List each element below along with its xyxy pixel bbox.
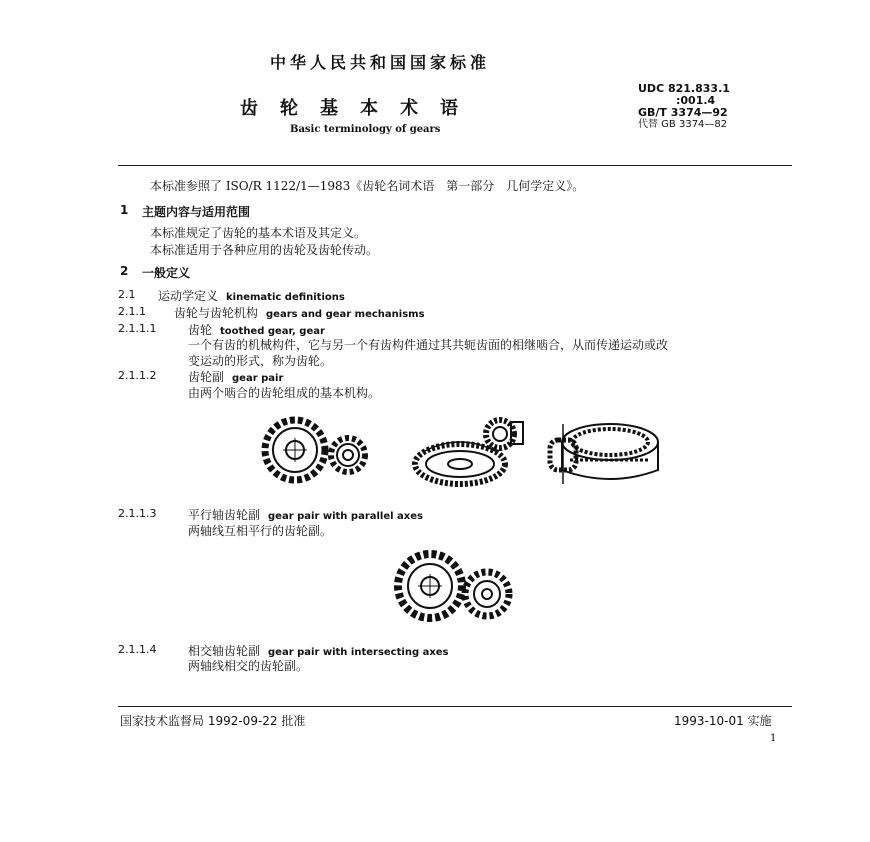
classification-block: [638, 83, 730, 131]
entry-2-1-1-2-term-cn: 齿轮副: [188, 370, 225, 384]
section-2-title: 一般定义: [142, 266, 191, 280]
worm-gear-pair-illustration: [550, 424, 658, 484]
intro-paragraph: 本标准参照了 ISO/R 1122/1—1983《齿轮名词术语 第一部分 几何学定义》。: [150, 179, 585, 193]
section-2-number: 2: [120, 264, 129, 278]
entry-2-1-1-3-definition: 两轴线互相平行的齿轮副。: [188, 524, 333, 538]
entry-2-1-1-2-term: [188, 368, 283, 385]
document-title-english: Basic terminology of gears: [290, 124, 441, 135]
entry-2-1-1-1-number: 2.1.1.1: [118, 322, 157, 335]
entry-2-1-term: [158, 287, 345, 304]
standard-organization: 中华人民共和国国家标准: [269, 53, 490, 72]
udc-code-suffix: :001.4: [676, 94, 716, 107]
footer-rule: [118, 706, 792, 707]
page-number: 1: [770, 733, 777, 744]
parallel-axes-gear-figure: [385, 548, 525, 628]
entry-2-1-number: 2.1: [118, 288, 136, 301]
document-title: 齿轮基本术语: [240, 98, 480, 119]
entry-2-1-1-1-term-en: toothed gear, gear: [220, 326, 325, 337]
implementation-date: 1993-10-01 实施: [674, 714, 772, 728]
section-1-para-1: 本标准规定了齿轮的基本术语及其定义。: [150, 226, 367, 240]
entry-2-1-1-4-term-cn: 相交轴齿轮副: [188, 644, 261, 658]
gear-pair-figures: [245, 412, 665, 492]
entry-2-1-1-1-term-cn: 齿轮: [188, 323, 213, 337]
entry-2-1-1-term: [174, 304, 425, 321]
approval-note: 国家技术监督局 1992-09-22 批准: [120, 714, 306, 728]
entry-2-1-1-number: 2.1.1: [118, 305, 146, 318]
entry-2-1-term-cn: 运动学定义: [158, 289, 219, 303]
entry-2-1-1-2-definition: 由两个啮合的齿轮组成的基本机构。: [188, 386, 381, 400]
entry-2-1-1-3-term-en: gear pair with parallel axes: [268, 511, 423, 522]
section-1-para-2: 本标准适用于各种应用的齿轮及齿轮传动。: [150, 243, 379, 257]
entry-2-1-1-3-term-cn: 平行轴齿轮副: [188, 508, 261, 522]
entry-2-1-1-3-number: 2.1.1.3: [118, 507, 157, 520]
entry-2-1-1-2-number: 2.1.1.2: [118, 369, 157, 382]
entry-2-1-1-2-term-en: gear pair: [232, 373, 284, 384]
udc-code: UDC 821.833.1: [638, 82, 730, 95]
section-1-title: 主题内容与适用范围: [142, 205, 251, 219]
entry-2-1-1-term-cn: 齿轮与齿轮机构: [174, 306, 259, 320]
entry-2-1-term-en: kinematic definitions: [226, 292, 345, 303]
entry-2-1-1-4-definition: 两轴线相交的齿轮副。: [188, 659, 309, 673]
bevel-gear-pair-illustration: [415, 420, 523, 484]
entry-2-1-1-4-term-en: gear pair with intersecting axes: [268, 647, 449, 658]
spur-gear-pair-illustration: [265, 420, 365, 480]
entry-2-1-1-3-term: [188, 506, 423, 523]
section-1-number: 1: [120, 203, 129, 217]
entry-2-1-1-1-definition-line-2: 变运动的形式，称为齿轮。: [188, 354, 333, 368]
replaces-note: 代替 GB 3374—82: [638, 119, 728, 130]
gb-number: GB/T 3374—92: [638, 106, 728, 119]
entry-2-1-1-1-definition-line-1: 一个有齿的机械构件，它与另一个有齿构件通过其共轭齿面的相继啮合，从而传递运动或改: [188, 338, 669, 352]
header-rule: [118, 165, 792, 166]
entry-2-1-1-4-number: 2.1.1.4: [118, 643, 157, 656]
entry-2-1-1-term-en: gears and gear mechanisms: [266, 309, 425, 320]
